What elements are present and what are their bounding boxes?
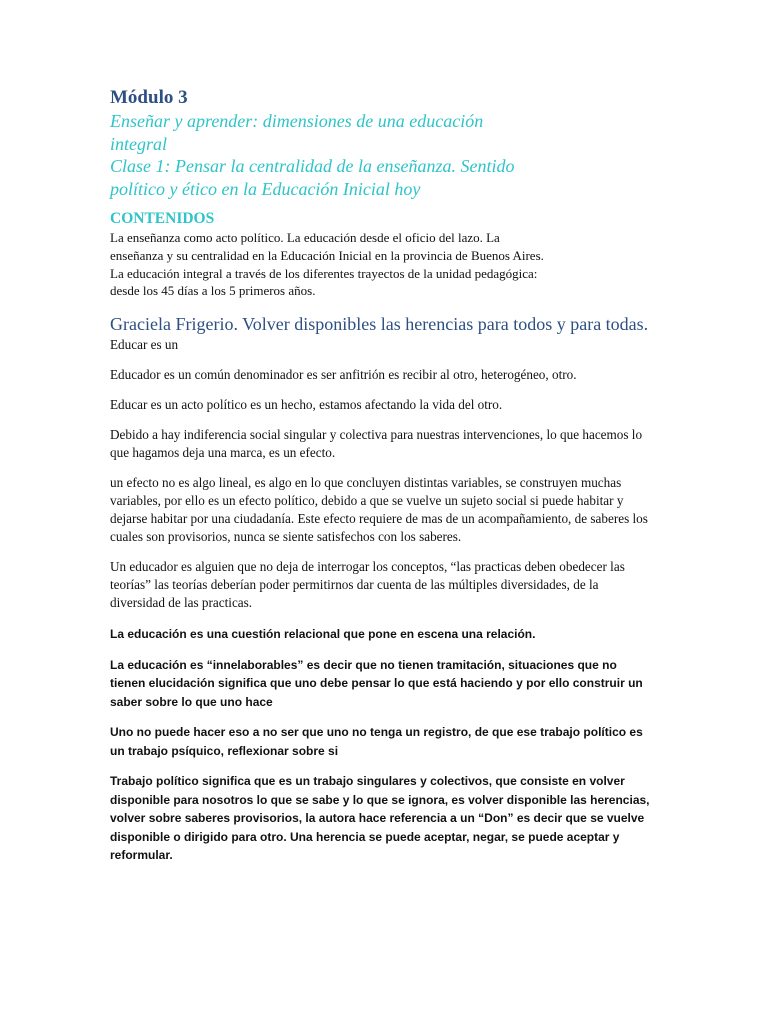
paragraph-6: Un educador es alguien que no deja de interrogar los conceptos, “las practicas deben obedecer las teorías” las teorías deberían poder permitirnos dar cuenta de las múltiples diversidades, de la diversidad de las practicas. xyxy=(110,559,625,611)
bold-paragraph-3: Uno no puede hacer eso a no ser que uno no tenga un registro, de que ese trabajo político es un trabajo psíquico, reflexionar sobre si xyxy=(110,725,643,758)
class-title-line-2: político y ético en la Educación Inicial hoy xyxy=(110,178,421,199)
paragraph-2: Educador es un común denominador es ser anfitrión es recibir al otro, heterogéneo, otro. xyxy=(110,367,577,383)
author-heading: Graciela Frigerio. Volver disponibles las herencias para todos y para todas. xyxy=(110,314,649,335)
paragraph-1: Educar es un xyxy=(110,337,179,353)
class-title-line-1: Clase 1: Pensar la centralidad de la enseñanza. Sentido xyxy=(110,156,515,176)
module-subtitle-line-1: Enseñar y aprender: dimensiones de una educación xyxy=(110,111,484,131)
contents-heading: CONTENIDOS xyxy=(110,210,215,227)
document-content xyxy=(110,86,650,865)
module-subtitle xyxy=(110,110,580,200)
bold-paragraph-4: Trabajo político significa que es un trabajo singulares y colectivos, que consiste en volver disponible para nosotros lo que se sabe y lo que se ignora, es volver disponible las herencias, volver sobre saberes provisorios, la autora hace referencia a un “Don” es decir que se vuelve disponible o dirigido para otro. Una herencia se puede aceptar, negar, se puede aceptar y reformular. xyxy=(110,774,650,863)
paragraph-3: Educar es un acto político es un hecho, estamos afectando la vida del otro. xyxy=(110,397,503,413)
module-title: Módulo 3 xyxy=(110,87,188,108)
bold-paragraph-2: La educación es “innelaborables” es decir que no tienen tramitación, situaciones que no tienen elucidación significa que uno debe pensar lo que está haciendo y por ello construir un saber sobre lo que uno hace xyxy=(110,657,643,709)
module-subtitle-line-2: integral xyxy=(110,133,167,154)
paragraph-4: Debido a hay indiferencia social singular y colectiva para nuestras intervenciones, lo que hacemos lo que hagamos deja una marca, es un efecto. xyxy=(110,427,643,461)
bold-paragraph-1: La educación es una cuestión relacional que pone en escena una relación. xyxy=(110,627,536,642)
paragraph-5: un efecto no es algo lineal, es algo en lo que concluyen distintas variables, se construyen muchas variables, por ello es un efecto político, debido a que se vuelve un sujeto social si puede habitar y dejarse habitar por una ciudadanía. Este efecto requiere de mas de un acompañamiento, de saberes los cuales son provisorios, nunca se siente satisfechos con los saberes. xyxy=(110,475,648,545)
contents-body: La enseñanza como acto político. La educación desde el oficio del lazo. La enseñanza y su centralidad en la Educación Inicial en la provincia de Buenos Aires. La educación integral a través de los diferentes trayectos de la unidad pedagógica: desde los 45 días a los 5 primeros años. xyxy=(110,230,544,299)
